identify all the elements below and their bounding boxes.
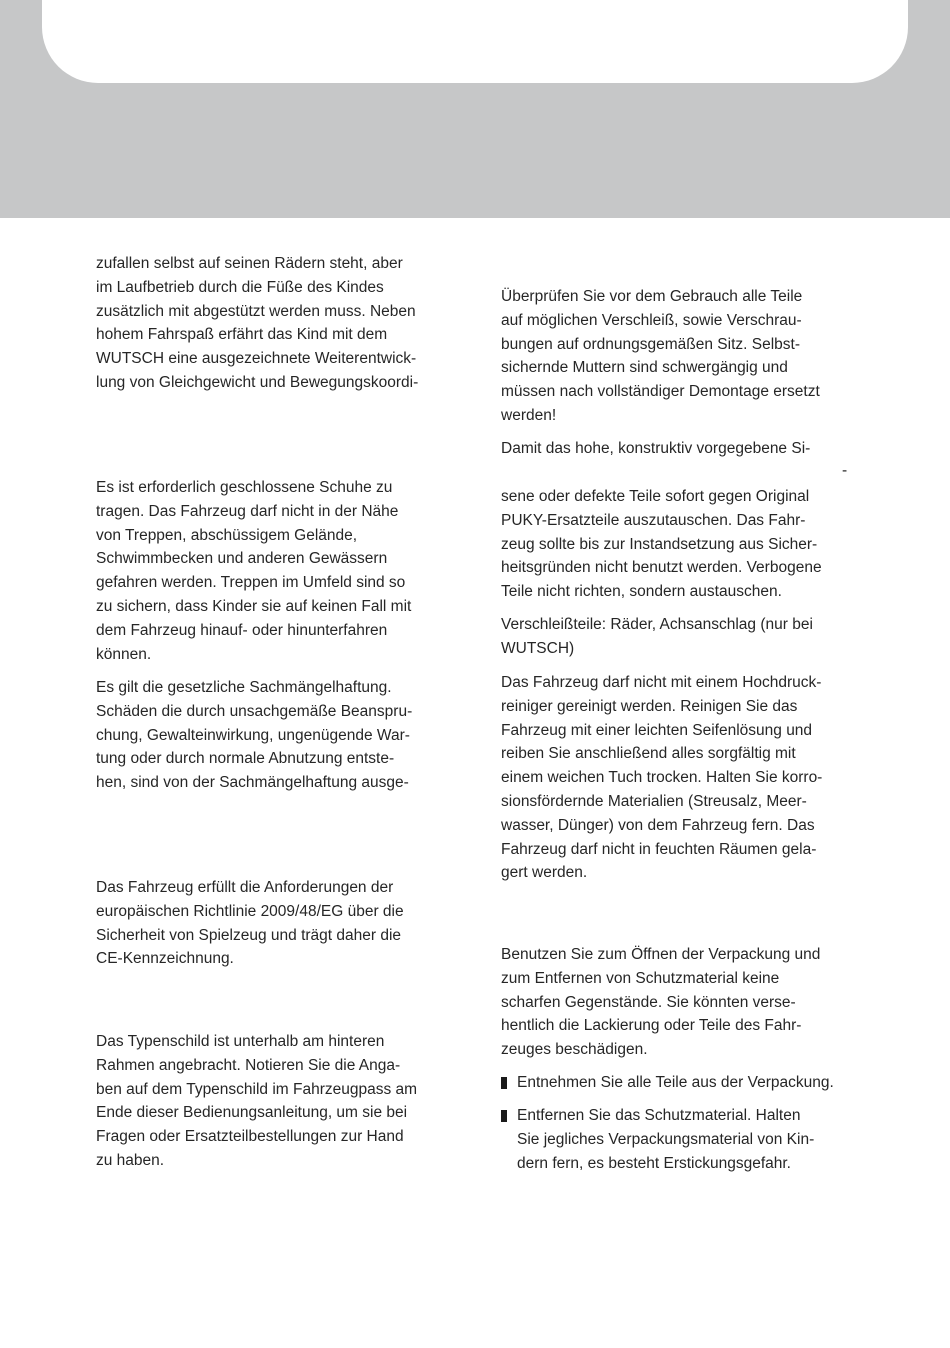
text-line: reiniger gereinigt werden. Reinigen Sie das <box>501 697 798 715</box>
text-line: tung oder durch normale Abnutzung entste- <box>96 750 395 768</box>
warranty-paragraph <box>96 676 456 795</box>
text-line: Sicherheit von Spielzeug und trägt daher die <box>96 926 402 944</box>
intro-paragraph <box>96 252 456 395</box>
text-line: Überprüfen Sie vor dem Gebrauch alle Teile <box>501 288 803 305</box>
text-line: zum Entfernen von Schutzmaterial keine <box>501 969 780 987</box>
text-line: Benutzen Sie zum Öffnen der Verpackung und <box>501 946 821 963</box>
header-card <box>42 0 908 83</box>
text-line: Damit das hohe, konstruktiv vorgegebene Si- <box>501 440 811 457</box>
text-line: von Treppen, abschüssigem Gelände, <box>96 526 358 544</box>
text-line: müssen nach vollständiger Demontage ersetzt <box>501 383 820 401</box>
wear-parts-paragraph <box>501 613 861 661</box>
safety-paragraph <box>96 476 456 666</box>
text-line: chung, Gewalteinwirkung, ungenügende War- <box>96 726 410 744</box>
text-line: zeuges beschädigen. <box>501 1041 648 1059</box>
text-line: scharfen Gegenstände. Sie könnten verse- <box>501 993 796 1011</box>
text-line: einem weichen Tuch trocken. Halten Sie korro- <box>501 769 823 787</box>
text-line: dem Fahrzeug hinauf- oder hinunterfahren <box>96 621 388 639</box>
text-line: können. <box>96 645 152 663</box>
text-line: zu haben. <box>96 1151 165 1169</box>
text-line: WUTSCH eine ausgezeichnete Weiterentwick- <box>96 350 417 368</box>
text-line: Verschleißteile: Räder, Achsanschlag (nur bei <box>501 616 813 633</box>
text-line: sionsfördernde Materialien (Streusalz, Meer- <box>501 792 807 810</box>
text-line: Sie jegliches Verpackungsmaterial von Kin- <box>517 1130 815 1148</box>
bullet-square-icon <box>501 1110 507 1122</box>
text-line: dern fern, es besteht Erstickungsgefahr. <box>517 1154 791 1172</box>
text-line: hen, sind von der Sachmängelhaftung ausge- <box>96 774 409 792</box>
text-line: im Laufbetrieb durch die Füße des Kindes <box>96 278 384 296</box>
hyphen-mark: - <box>842 462 848 479</box>
text-line: auf möglichen Verschleiß, sowie Verschrau- <box>501 311 802 329</box>
inspection-paragraph <box>501 285 861 428</box>
replacement-paragraph <box>501 485 861 604</box>
text-line: Das Typenschild ist unterhalb am hinteren <box>96 1033 385 1050</box>
text-line: lung von Gleichgewicht und Bewegungskoordi- <box>96 373 419 391</box>
text-line: Fragen oder Ersatzteilbestellungen zur Hand <box>96 1128 404 1146</box>
text-line: sene oder defekte Teile sofort gegen Original <box>501 488 810 505</box>
ce-paragraph <box>96 876 456 971</box>
text-line: Rahmen angebracht. Notieren Sie die Anga- <box>96 1056 401 1074</box>
text-line: gert werden. <box>501 864 588 882</box>
text-line: werden! <box>501 406 557 424</box>
text-line: Teile nicht richten, sondern austauschen. <box>501 583 782 601</box>
text-line: zu sichern, dass Kinder sie auf keinen Fall mit <box>96 597 412 615</box>
type-plate-paragraph <box>96 1030 456 1173</box>
text-line: wasser, Dünger) von dem Fahrzeug fern. Das <box>501 816 815 834</box>
text-line: Es gilt die gesetzliche Sachmängelhaftung. <box>96 679 392 696</box>
text-line: bungen auf ordnungsgemäßen Sitz. Selbst- <box>501 335 800 353</box>
text-line: ben auf dem Typenschild im Fahrzeugpass am <box>96 1080 418 1098</box>
text-line: Es ist erforderlich geschlossene Schuhe zu <box>96 479 393 496</box>
safety-level-paragraph <box>501 437 861 461</box>
text-line: tragen. Das Fahrzeug darf nicht in der Nähe <box>96 502 399 520</box>
text-line: zeug sollte bis zur Instandsetzung aus Sicher- <box>501 535 818 553</box>
text-line: zusätzlich mit abgestützt werden muss. Neben <box>96 302 416 320</box>
text-line: Schäden die durch unsachgemäße Beanspru- <box>96 702 413 720</box>
text-line: heitsgründen nicht benutzt werden. Verbogene <box>501 559 822 577</box>
text-line: Entnehmen Sie alle Teile aus der Verpackung. <box>517 1074 834 1091</box>
text-line: Schwimmbecken und anderen Gewässern <box>96 550 388 568</box>
cleaning-paragraph <box>501 671 861 885</box>
text-line: europäischen Richtlinie 2009/48/EG über die <box>96 902 404 920</box>
text-line: Fahrzeug mit einer leichten Seifenlösung und <box>501 721 813 739</box>
text-line: zufallen selbst auf seinen Rädern steht, aber <box>96 255 403 272</box>
text-line: Das Fahrzeug erfüllt die Anforderungen der <box>96 879 394 896</box>
text-line: Fahrzeug darf nicht in feuchten Räumen gela- <box>501 840 817 858</box>
text-line: hentlich die Lackierung oder Teile des Fahr- <box>501 1017 802 1035</box>
packaging-paragraph <box>501 943 861 1062</box>
text-line: hohem Fahrspaß erfährt das Kind mit dem <box>96 326 388 344</box>
text-line: gefahren werden. Treppen im Umfeld sind so <box>96 574 406 592</box>
text-line: sichernde Muttern sind schwergängig und <box>501 359 788 377</box>
text-line: WUTSCH) <box>501 639 575 657</box>
text-line: Das Fahrzeug darf nicht mit einem Hochdruck- <box>501 674 822 691</box>
bullet-square-icon <box>501 1077 507 1089</box>
text-line: Entfernen Sie das Schutzmaterial. Halten <box>517 1107 801 1124</box>
text-line: PUKY-Ersatzteile auszutauschen. Das Fahr- <box>501 511 806 529</box>
text-line: CE-Kennzeichnung. <box>96 950 234 968</box>
text-line: Ende dieser Bedienungsanleitung, um sie bei <box>96 1104 408 1122</box>
text-line: reiben Sie anschließend alles sorgfältig mit <box>501 745 796 763</box>
